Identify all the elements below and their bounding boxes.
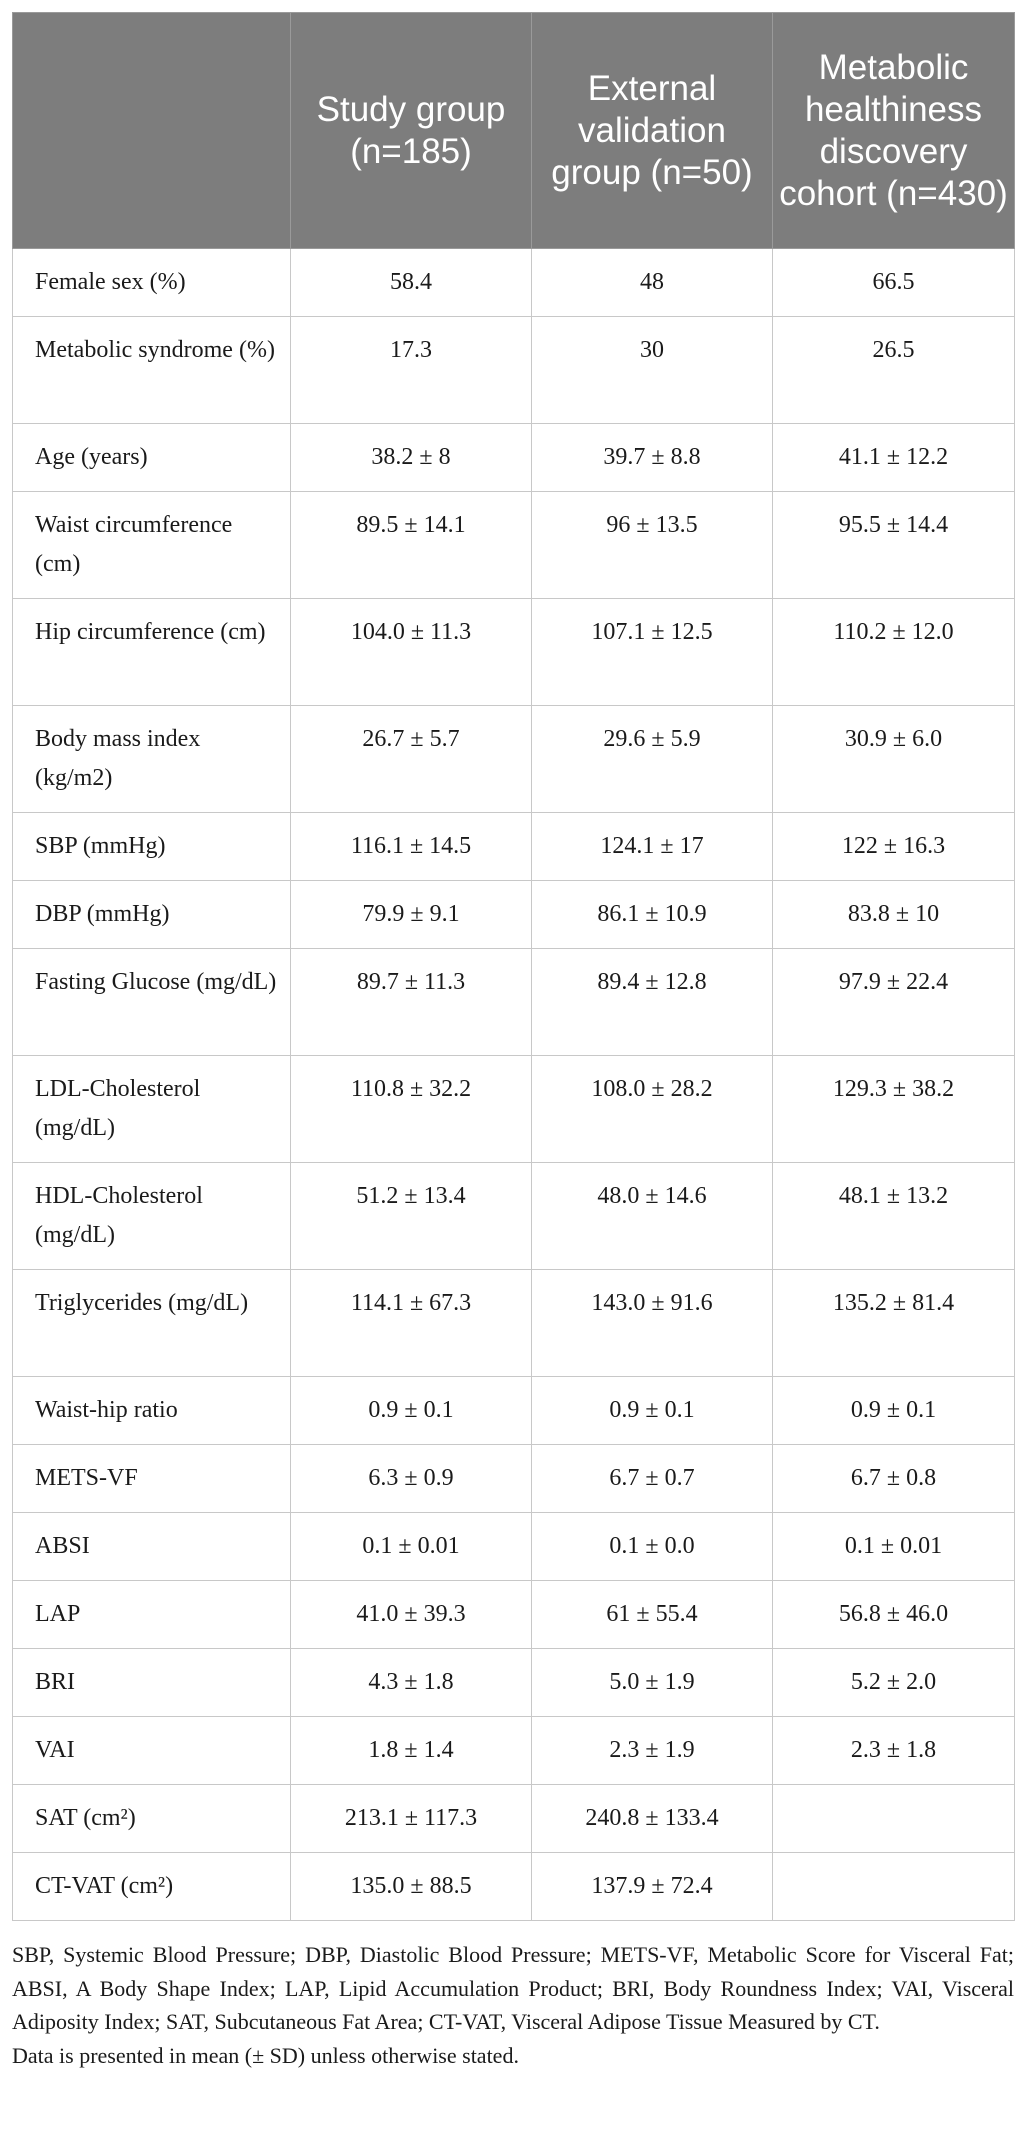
header-cell-study-group: Study group (n=185) — [291, 13, 532, 249]
cell-discovery-cohort — [773, 1853, 1015, 1921]
cell-discovery-cohort — [773, 1785, 1015, 1853]
row-label: METS-VF — [13, 1445, 291, 1513]
cell-discovery-cohort: 66.5 — [773, 249, 1015, 317]
cell-study-group: 0.1 ± 0.01 — [291, 1513, 532, 1581]
cell-external-validation: 143.0 ± 91.6 — [532, 1270, 773, 1377]
cell-external-validation: 61 ± 55.4 — [532, 1581, 773, 1649]
cell-discovery-cohort: 6.7 ± 0.8 — [773, 1445, 1015, 1513]
cell-study-group: 213.1 ± 117.3 — [291, 1785, 532, 1853]
row-label: CT-VAT (cm²) — [13, 1853, 291, 1921]
row-label: ABSI — [13, 1513, 291, 1581]
cell-discovery-cohort: 129.3 ± 38.2 — [773, 1056, 1015, 1163]
cell-discovery-cohort: 110.2 ± 12.0 — [773, 599, 1015, 706]
table-row — [13, 1163, 1015, 1270]
header-row — [13, 13, 1015, 249]
cell-discovery-cohort: 5.2 ± 2.0 — [773, 1649, 1015, 1717]
row-label: LDL-Cholesterol (mg/dL) — [13, 1056, 291, 1163]
cell-external-validation: 48 — [532, 249, 773, 317]
cell-external-validation: 89.4 ± 12.8 — [532, 949, 773, 1056]
row-label: Metabolic syndrome (%) — [13, 317, 291, 424]
cell-external-validation: 240.8 ± 133.4 — [532, 1785, 773, 1853]
table-row — [13, 813, 1015, 881]
cell-study-group: 6.3 ± 0.9 — [291, 1445, 532, 1513]
row-label: Triglycerides (mg/dL) — [13, 1270, 291, 1377]
cell-study-group: 104.0 ± 11.3 — [291, 599, 532, 706]
row-label: Hip circumference (cm) — [13, 599, 291, 706]
row-label: Fasting Glucose (mg/dL) — [13, 949, 291, 1056]
cell-external-validation: 48.0 ± 14.6 — [532, 1163, 773, 1270]
cell-study-group: 38.2 ± 8 — [291, 424, 532, 492]
table-header — [13, 13, 1015, 249]
cell-external-validation: 107.1 ± 12.5 — [532, 599, 773, 706]
table-row — [13, 1513, 1015, 1581]
table-row — [13, 1445, 1015, 1513]
row-label: SBP (mmHg) — [13, 813, 291, 881]
cell-study-group: 26.7 ± 5.7 — [291, 706, 532, 813]
row-label: HDL-Cholesterol (mg/dL) — [13, 1163, 291, 1270]
table-row — [13, 424, 1015, 492]
cell-study-group: 4.3 ± 1.8 — [291, 1649, 532, 1717]
cell-study-group: 79.9 ± 9.1 — [291, 881, 532, 949]
table-body — [13, 249, 1015, 1921]
table-row — [13, 1056, 1015, 1163]
header-cell-external-validation: External validation group (n=50) — [532, 13, 773, 249]
cell-study-group: 41.0 ± 39.3 — [291, 1581, 532, 1649]
row-label: LAP — [13, 1581, 291, 1649]
row-label: Waist circumference (cm) — [13, 492, 291, 599]
cell-study-group: 0.9 ± 0.1 — [291, 1377, 532, 1445]
characteristics-table — [12, 12, 1015, 1921]
row-label: VAI — [13, 1717, 291, 1785]
cell-study-group: 17.3 — [291, 317, 532, 424]
cell-discovery-cohort: 0.9 ± 0.1 — [773, 1377, 1015, 1445]
cell-external-validation: 30 — [532, 317, 773, 424]
table-container — [12, 12, 1014, 1921]
row-label: SAT (cm²) — [13, 1785, 291, 1853]
table-row — [13, 492, 1015, 599]
cell-discovery-cohort: 135.2 ± 81.4 — [773, 1270, 1015, 1377]
cell-external-validation: 5.0 ± 1.9 — [532, 1649, 773, 1717]
cell-discovery-cohort: 56.8 ± 46.0 — [773, 1581, 1015, 1649]
cell-external-validation: 6.7 ± 0.7 — [532, 1445, 773, 1513]
cell-external-validation: 96 ± 13.5 — [532, 492, 773, 599]
row-label: DBP (mmHg) — [13, 881, 291, 949]
table-row — [13, 1581, 1015, 1649]
cell-study-group: 58.4 — [291, 249, 532, 317]
table-row — [13, 1270, 1015, 1377]
table-row — [13, 599, 1015, 706]
cell-study-group: 1.8 ± 1.4 — [291, 1717, 532, 1785]
cell-study-group: 114.1 ± 67.3 — [291, 1270, 532, 1377]
cell-study-group: 110.8 ± 32.2 — [291, 1056, 532, 1163]
table-row — [13, 949, 1015, 1056]
row-label: Body mass index (kg/m2) — [13, 706, 291, 813]
cell-discovery-cohort: 83.8 ± 10 — [773, 881, 1015, 949]
cell-external-validation: 0.9 ± 0.1 — [532, 1377, 773, 1445]
row-label: BRI — [13, 1649, 291, 1717]
cell-discovery-cohort: 2.3 ± 1.8 — [773, 1717, 1015, 1785]
table-row — [13, 249, 1015, 317]
header-cell-discovery-cohort: Metabolic healthiness discovery cohort (n=430) — [773, 13, 1015, 249]
table-row — [13, 1649, 1015, 1717]
cell-discovery-cohort: 97.9 ± 22.4 — [773, 949, 1015, 1056]
cell-discovery-cohort: 26.5 — [773, 317, 1015, 424]
cell-discovery-cohort: 95.5 ± 14.4 — [773, 492, 1015, 599]
cell-external-validation: 86.1 ± 10.9 — [532, 881, 773, 949]
abbreviations-footnote: SBP, Systemic Blood Pressure; DBP, Diastolic Blood Pressure; METS-VF, Metabolic Score for Visceral Fat; ABSI, A Body Shape Index; LAP, Lipid Accumulation Product; BRI, Body Roundness Index; VAI, Visceral Adiposity Index; SAT, Subcutaneous Fat Area; CT-VAT, Visceral Adipose Tissue Measured by CT. — [12, 1942, 1014, 2034]
cell-study-group: 89.7 ± 11.3 — [291, 949, 532, 1056]
table-row — [13, 706, 1015, 813]
cell-external-validation: 137.9 ± 72.4 — [532, 1853, 773, 1921]
table-row — [13, 881, 1015, 949]
cell-external-validation: 29.6 ± 5.9 — [532, 706, 773, 813]
cell-discovery-cohort: 41.1 ± 12.2 — [773, 424, 1015, 492]
cell-study-group: 89.5 ± 14.1 — [291, 492, 532, 599]
row-label: Waist-hip ratio — [13, 1377, 291, 1445]
table-footnotes — [12, 1938, 1014, 2072]
table-row — [13, 317, 1015, 424]
cell-study-group: 51.2 ± 13.4 — [291, 1163, 532, 1270]
cell-external-validation: 2.3 ± 1.9 — [532, 1717, 773, 1785]
data-presentation-note: Data is presented in mean (± SD) unless otherwise stated. — [12, 2042, 519, 2068]
table-row — [13, 1785, 1015, 1853]
cell-external-validation: 108.0 ± 28.2 — [532, 1056, 773, 1163]
cell-discovery-cohort: 30.9 ± 6.0 — [773, 706, 1015, 813]
cell-discovery-cohort: 48.1 ± 13.2 — [773, 1163, 1015, 1270]
row-label: Age (years) — [13, 424, 291, 492]
table-row — [13, 1377, 1015, 1445]
table-row — [13, 1853, 1015, 1921]
cell-external-validation: 124.1 ± 17 — [532, 813, 773, 881]
cell-discovery-cohort: 0.1 ± 0.01 — [773, 1513, 1015, 1581]
cell-external-validation: 0.1 ± 0.0 — [532, 1513, 773, 1581]
cell-discovery-cohort: 122 ± 16.3 — [773, 813, 1015, 881]
cell-study-group: 116.1 ± 14.5 — [291, 813, 532, 881]
row-label: Female sex (%) — [13, 249, 291, 317]
cell-external-validation: 39.7 ± 8.8 — [532, 424, 773, 492]
table-row — [13, 1717, 1015, 1785]
header-cell-variable — [13, 13, 291, 249]
cell-study-group: 135.0 ± 88.5 — [291, 1853, 532, 1921]
